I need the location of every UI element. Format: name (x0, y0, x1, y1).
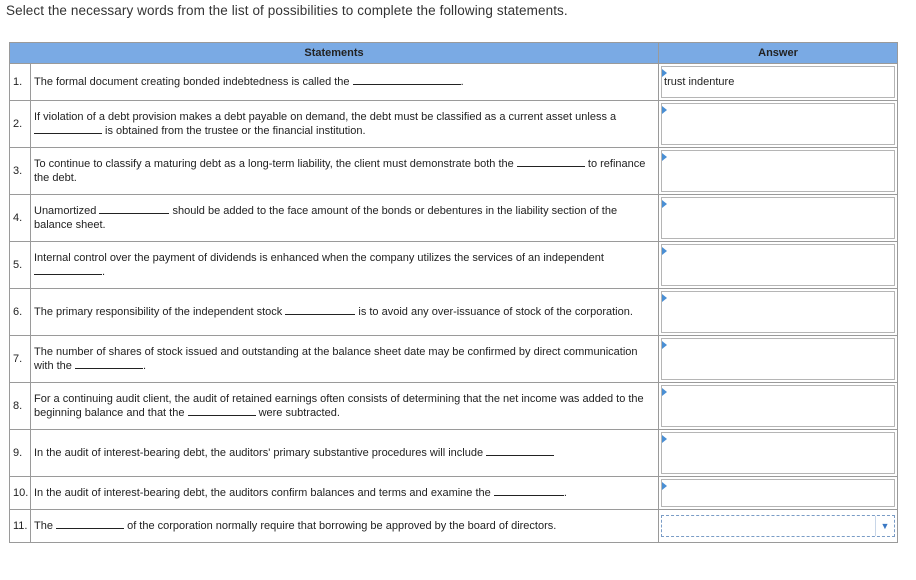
table-row (10, 383, 898, 430)
blank-line (75, 359, 143, 369)
row-number: 3. (10, 148, 31, 195)
answer-header: Answer (659, 43, 898, 64)
statement-text: If violation of a debt provision makes a debt payable on demand, the debt must be classified as a current asset unless a is obtained from the trustee or the financial institution. (31, 101, 659, 148)
table-row (10, 477, 898, 510)
answer-cell (659, 510, 898, 543)
dropdown-marker-icon (662, 341, 667, 349)
table-row (10, 195, 898, 242)
row-number: 10. (10, 477, 31, 510)
row-number: 1. (10, 64, 31, 101)
answer-select[interactable] (661, 103, 895, 145)
blank-line (517, 157, 585, 167)
row-number: 8. (10, 383, 31, 430)
answer-cell (659, 383, 898, 430)
answer-cell (659, 430, 898, 477)
table-row (10, 64, 898, 101)
row-number: 4. (10, 195, 31, 242)
answer-value: trust indenture (664, 76, 735, 88)
table-row (10, 101, 898, 148)
blank-line (494, 486, 564, 496)
row-number: 5. (10, 242, 31, 289)
dropdown-marker-icon (662, 482, 667, 490)
answer-select[interactable] (661, 244, 895, 286)
answer-select[interactable] (661, 479, 895, 507)
statement-text: The primary responsibility of the independent stock is to avoid any over-issuance of stock of the corporation. (31, 289, 659, 336)
instructions-text: Select the necessary words from the list of possibilities to complete the following statements. (6, 3, 568, 18)
statement-text: In the audit of interest-bearing debt, the auditors' primary substantive procedures will include (31, 430, 659, 477)
dropdown-marker-icon (662, 106, 667, 114)
blank-line (99, 204, 169, 214)
answer-select[interactable] (661, 66, 895, 98)
row-number: 9. (10, 430, 31, 477)
dropdown-marker-icon (662, 200, 667, 208)
table-row (10, 510, 898, 543)
answer-cell (659, 101, 898, 148)
blank-line (34, 265, 102, 275)
row-number: 7. (10, 336, 31, 383)
dropdown-marker-icon (662, 388, 667, 396)
statement-text: The of the corporation normally require that borrowing be approved by the board of directors. (31, 510, 659, 543)
statement-text: In the audit of interest-bearing debt, the auditors confirm balances and terms and examine the . (31, 477, 659, 510)
row-number: 6. (10, 289, 31, 336)
table-row (10, 242, 898, 289)
table-row (10, 289, 898, 336)
table-row (10, 148, 898, 195)
answer-cell (659, 242, 898, 289)
answer-select[interactable] (661, 432, 895, 474)
statement-text: To continue to classify a maturing debt as a long-term liability, the client must demonstrate both the to refinance the debt. (31, 148, 659, 195)
dropdown-marker-icon (662, 247, 667, 255)
answer-cell (659, 289, 898, 336)
blank-line (486, 446, 554, 456)
statement-text: The number of shares of stock issued and outstanding at the balance sheet date may be confirmed by direct communication with the . (31, 336, 659, 383)
blank-line (285, 305, 355, 315)
dropdown-marker-icon (662, 153, 667, 161)
row-number: 11. (10, 510, 31, 543)
answer-cell (659, 148, 898, 195)
answer-select[interactable] (661, 291, 895, 333)
row-number: 2. (10, 101, 31, 148)
statements-header: Statements (10, 43, 659, 64)
blank-line (56, 519, 124, 529)
answer-cell (659, 336, 898, 383)
answer-dropdown[interactable] (661, 515, 895, 537)
blank-line (188, 406, 256, 416)
answer-select[interactable] (661, 197, 895, 239)
statement-text: Unamortized should be added to the face amount of the bonds or debentures in the liability section of the balance sheet. (31, 195, 659, 242)
chevron-down-icon: ▼ (875, 516, 894, 536)
answer-cell (659, 477, 898, 510)
statement-text: Internal control over the payment of dividends is enhanced when the company utilizes the services of an independent . (31, 242, 659, 289)
dropdown-marker-icon (662, 69, 667, 77)
dropdown-marker-icon (662, 435, 667, 443)
statements-table (9, 42, 898, 543)
answer-select[interactable] (661, 150, 895, 192)
dropdown-marker-icon (662, 294, 667, 302)
blank-line (353, 75, 461, 85)
statement-text: For a continuing audit client, the audit of retained earnings often consists of determining that the net income was added to the beginning balance and that the were subtracted. (31, 383, 659, 430)
answer-select[interactable] (661, 338, 895, 380)
answer-cell (659, 64, 898, 101)
table-row (10, 430, 898, 477)
blank-line (34, 124, 102, 134)
answer-select[interactable] (661, 385, 895, 427)
table-row (10, 336, 898, 383)
statement-text: The formal document creating bonded indebtedness is called the . (31, 64, 659, 101)
answer-cell (659, 195, 898, 242)
